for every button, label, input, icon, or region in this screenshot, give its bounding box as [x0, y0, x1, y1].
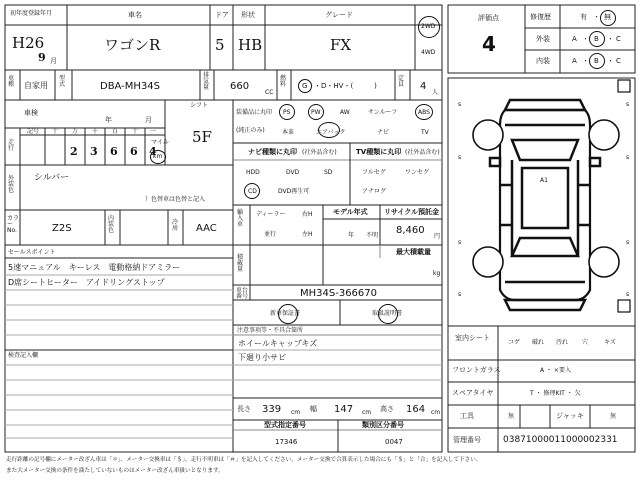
tv-fullseg: フルセグ: [362, 169, 386, 176]
digit-label-4: 百: [112, 128, 119, 135]
class-value: 0047: [385, 438, 403, 446]
digit-label-2: 万: [72, 128, 79, 135]
spare-tire-value: T ・ 修理KIT ・ 欠: [530, 390, 581, 397]
digit-label-0: 記号: [27, 128, 40, 135]
score-value: 4: [482, 32, 496, 56]
exterior-grade-label: 外装: [536, 35, 550, 43]
interior-grade-label: 内装: [536, 57, 550, 65]
sales-line-2: D席シートヒーター アイドリングストップ: [8, 278, 165, 287]
frame-no: MH34S-366670: [300, 288, 378, 299]
reg-month-unit: 月: [50, 57, 57, 65]
navi-hdd: HDD: [246, 169, 260, 176]
model-year-unknown: 不明: [366, 232, 379, 239]
caution-label: 注意事項等・不具合箇所: [237, 327, 304, 334]
length-unit: cm: [291, 409, 301, 416]
front-glass-label: フロントガラス: [452, 366, 501, 374]
vehicle-use: 自家用: [24, 81, 48, 90]
interior-color-label: 内装色: [108, 215, 115, 234]
interior-grade-b: B: [594, 57, 599, 65]
fuel-label: 燃料: [280, 75, 287, 88]
jack-label: ジャッキ: [556, 412, 584, 420]
inspection-year-unit: 年: [105, 116, 112, 124]
repair-no: 無: [604, 13, 611, 21]
car-name-label: 車名: [128, 11, 142, 19]
yen-unit: 円: [434, 233, 441, 240]
mileage-digit-1: 3: [90, 145, 98, 158]
height-unit: cm: [431, 409, 441, 416]
fuel-g: G: [302, 82, 308, 90]
management-value: 03871000011000002331: [503, 435, 618, 445]
mark-s-front-left: s: [458, 101, 462, 108]
color-no-label: カラーNo.: [7, 215, 20, 234]
mark-s-front-right: s: [626, 101, 630, 108]
equip-pw: PW: [311, 109, 321, 116]
type-cert-label: 型式指定番号: [264, 421, 306, 429]
interior-grade-c: C: [616, 57, 621, 65]
door-label: ドア: [215, 11, 229, 19]
car-name-value: ワゴンR: [104, 36, 161, 54]
repair-dot: ・: [593, 13, 600, 21]
wheels: [473, 120, 619, 277]
height-label: 高さ: [380, 405, 394, 413]
length-value: 339: [262, 404, 282, 415]
width-label: 幅: [310, 405, 317, 413]
repair-label: 修復歴: [530, 13, 551, 21]
exterior-grade-a: A: [572, 35, 577, 43]
grade-value: FX: [330, 36, 352, 54]
exterior-grade-c: C: [616, 35, 621, 43]
model-year-unit: 年: [348, 232, 355, 239]
reg-era-year: H26: [12, 34, 45, 52]
mileage-digit-3: 6: [130, 145, 138, 158]
management-label: 管理番号: [453, 436, 481, 444]
equipment-label: 装備品に丸印: [236, 109, 273, 116]
navi-dvd-play: DVD再生可: [278, 188, 310, 195]
fuel-options: ・D・HV・( ): [314, 82, 377, 90]
digit-label-1: 十: [52, 128, 59, 135]
mark-s-rear-right: s: [626, 239, 630, 246]
mileage-digit-4: 4: [149, 145, 157, 158]
exterior-color-value: シルバー: [34, 173, 70, 183]
capacity-value: 4: [420, 81, 427, 92]
seat-item-3: 汚れ: [556, 339, 569, 346]
model-year-label: モデル年式: [333, 208, 368, 216]
length-label: 長さ: [237, 405, 251, 413]
model-code: DBA-MH34S: [100, 81, 161, 92]
drive-4wd: 4WD: [421, 49, 436, 56]
seat-label: 室内シート: [455, 334, 490, 342]
equip-aw: AW: [340, 109, 350, 116]
navi-cd: CD: [248, 188, 257, 195]
navi-sd: SD: [324, 169, 333, 176]
spare-wheel-icons: [618, 80, 630, 312]
sales-label: セールスポイント: [8, 249, 56, 256]
sales-line-1: 5速マニュアル キーレス 電動格納ドアミラー: [8, 263, 181, 272]
width-value: 147: [334, 404, 354, 415]
drive-2wd: 2WD: [421, 23, 436, 30]
tv-type-label: TV種類に丸印: [356, 148, 402, 156]
seat-item-5: キズ: [604, 339, 616, 346]
caution-line-1: ホイールキャップキズ: [238, 339, 318, 348]
navi-type-suffix: (社外品含む): [302, 149, 337, 156]
car-diagram: [490, 100, 600, 310]
ac-label: 冷房: [172, 219, 179, 232]
color-no-value: Z2S: [52, 223, 72, 234]
import-parallel: 並行: [264, 231, 277, 238]
displacement-label: 排気量: [203, 72, 210, 91]
height-value: 164: [406, 404, 426, 415]
capacity-label: 定員: [398, 75, 405, 88]
model-label: 型式: [59, 75, 66, 88]
shift-label: シフト: [190, 102, 209, 109]
mark-s-mid-right: s: [626, 154, 630, 161]
genuine-label: (純正のみ): [236, 127, 265, 134]
shape-label: 形状: [241, 11, 255, 19]
manual: 取扱説明書: [372, 310, 403, 317]
jack-value: 無: [610, 413, 617, 420]
footer-note-2: また大メーター交換の条件を満たしていないものはメーター改ざん車扱いとなります。: [6, 468, 224, 474]
exterior-dot-1: ・: [582, 35, 589, 43]
new-warranty: 新車保証書: [270, 310, 301, 317]
equip-airbag: エアバック: [316, 129, 346, 136]
navi-dvd: DVD: [286, 169, 300, 176]
vehicle-label: 車種: [8, 75, 15, 88]
interior-grade-a: A: [572, 57, 577, 65]
class-label: 類別区分番号: [362, 421, 404, 429]
mark-s-mid-left: s: [458, 154, 462, 161]
spare-tire-label: スペアタイヤ: [452, 389, 494, 397]
mark-s-rear-left: s: [458, 239, 462, 246]
mile-label: マイル: [151, 139, 169, 146]
load-label: 積載量: [237, 254, 244, 273]
exterior-dot-2: ・: [607, 35, 614, 43]
exterior-grade-b: B: [594, 35, 599, 43]
mark-a1-roof: A1: [540, 177, 548, 184]
kg-unit: kg: [433, 270, 441, 277]
cc-unit: CC: [265, 89, 274, 96]
recycle-amount: 8,460: [396, 225, 425, 236]
footer-note-1: 走行距離の記号欄にメーター改ざん車は「＊」、メーター交換車は「＄」、走行不明車は「＃」を記入してください。メーター交換で合算表示した場合にも「＄」と「合」を記入して下さい。: [6, 457, 482, 463]
caution-line-2: 下廻り小サビ: [238, 353, 286, 362]
score-label: 評価点: [478, 14, 499, 22]
equip-ps: PS: [283, 109, 291, 116]
mileage-label: 走行: [8, 139, 15, 152]
mark-s-bottom-right: s: [626, 291, 630, 298]
front-glass-value: A ・ ×要入: [540, 367, 571, 374]
inspection-label: 車検: [24, 109, 38, 117]
import-left-h: 左H: [302, 231, 313, 238]
km-label: km: [153, 153, 163, 160]
exterior-color-label: 外装色: [8, 175, 15, 194]
equip-sunroof: サンルーフ: [368, 109, 398, 116]
digit-label-3: 千: [92, 128, 99, 135]
repair-yes: 有: [580, 13, 587, 21]
equip-navi: ナビ: [377, 129, 390, 136]
cargo-label: 最大積載量: [396, 248, 431, 256]
mileage-digit-0: 2: [70, 145, 78, 158]
reg-month: 9: [38, 51, 46, 64]
import-right-h: 右H: [302, 211, 313, 218]
reg-year-label: 初年度登録年月: [10, 10, 53, 17]
equip-leather: 本革: [282, 129, 295, 136]
equip-abs: ABS: [418, 109, 430, 116]
recycle-label: リサイクル預託金: [384, 208, 440, 216]
frame-label: 車台番号: [236, 287, 249, 300]
tv-oneseg: ワンセグ: [405, 169, 430, 176]
color-change-note: ）色替車は色替と記入: [145, 196, 206, 203]
seat-item-4: 穴: [582, 339, 589, 346]
grade-label: グレード: [325, 11, 353, 19]
digit-label-6: 一: [150, 128, 157, 135]
interior-dot-2: ・: [607, 57, 614, 65]
displacement-value: 660: [230, 81, 250, 92]
tool-label: 工具: [460, 412, 474, 420]
seat-item-1: コゲ: [508, 339, 521, 346]
shape-value: HB: [238, 36, 263, 54]
tool-value: 無: [508, 413, 515, 420]
digit-label-5: 十: [132, 128, 139, 135]
inspector-label: 検査記入欄: [8, 352, 39, 359]
door-value: 5: [215, 36, 225, 54]
seat-item-2: 破れ: [532, 339, 545, 346]
ac-value: AAC: [196, 223, 217, 234]
person-unit: 人: [432, 89, 439, 96]
shift-value: 5F: [192, 128, 212, 146]
tv-analog: アナログ: [362, 188, 387, 195]
width-unit: cm: [362, 409, 372, 416]
interior-dot-1: ・: [582, 57, 589, 65]
mark-s-bottom-left: s: [458, 291, 462, 298]
import-dealer: ディーラー: [256, 211, 286, 218]
equip-tv: TV: [421, 129, 429, 136]
navi-type-label: ナビ種類に丸印: [248, 148, 297, 156]
tv-type-suffix: (社外品含む): [405, 149, 440, 156]
import-label: 輸入車: [237, 209, 244, 228]
inspection-month-unit: 月: [145, 116, 152, 124]
type-cert-value: 17346: [275, 438, 298, 446]
mileage-digit-2: 6: [110, 145, 118, 158]
